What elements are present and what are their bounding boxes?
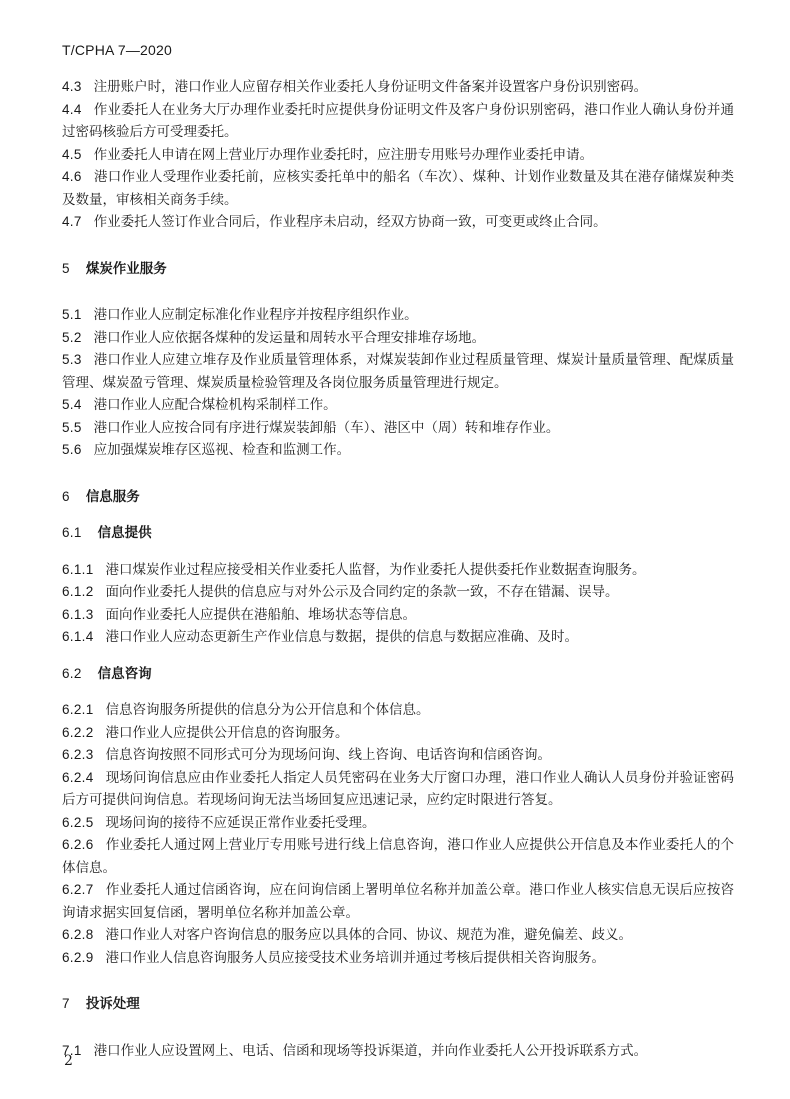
heading-text: 信息咨询 [97, 665, 152, 682]
clause-text: 信息咨询服务所提供的信息分为公开信息和个体信息。 [105, 702, 430, 718]
clause-number: 5.6 [62, 442, 82, 457]
clause-text: 港口作业人应配合煤检机构采制样工作。 [93, 397, 337, 413]
clause-5-4 [62, 394, 734, 417]
clause-text: 港口作业人应按合同有序进行煤炭装卸船（车）、港区中（周）转和堆存作业。 [93, 419, 560, 436]
clause-4-4 [62, 99, 734, 144]
clause-number: 6.2.7 [62, 882, 94, 897]
clause-number: 4.3 [62, 79, 82, 94]
heading-text: 信息服务 [85, 488, 140, 505]
section-spacer [62, 649, 734, 663]
clause-text: 港口作业人应制定标准化作业程序并按程序组织作业。 [93, 307, 418, 323]
clause-6-2-3 [62, 744, 734, 767]
clause-text: 现场问询的接待不应延误正常作业委托受理。 [105, 814, 376, 831]
clause-text: 注册账户时，港口作业人应留存相关作业委托人身份证明文件备案并设置客户身份识别密码。 [93, 79, 648, 95]
clause-5-1 [62, 304, 734, 327]
clause-text: 面向作业委托人提供的信息应与对外公示及合同约定的条款一致，不存在错漏、误导。 [105, 584, 619, 600]
section-heading-6-2 [62, 663, 734, 686]
clause-number: 4.7 [62, 214, 82, 229]
heading-text: 煤炭作业服务 [85, 260, 167, 277]
page-number: 2 [64, 1053, 73, 1069]
clause-6-1-1 [62, 559, 734, 582]
clause-text: 港口作业人对客户咨询信息的服务应以具体的合同、协议、规范为准，避免偏差、歧义。 [105, 927, 633, 943]
clause-text: 应加强煤炭堆存区巡视、检查和监测工作。 [93, 442, 351, 458]
section-heading-5 [62, 258, 734, 281]
clause-6-1-4 [62, 626, 734, 649]
section-heading-6 [62, 486, 734, 509]
clause-6-1-3 [62, 604, 734, 627]
section-spacer [62, 234, 734, 258]
clause-number: 4.5 [62, 146, 82, 162]
clause-6-2-1 [62, 699, 734, 722]
clause-4-5 [62, 144, 734, 167]
clause-text: 作业委托人通过网上营业厅专用账号进行线上信息咨询，港口作业人应提供公开信息及本作业委托人的个体信息。 [62, 837, 734, 876]
clause-number: 6.2.2 [62, 724, 94, 740]
clause-text: 港口作业人应动态更新生产作业信息与数据，提供的信息与数据应准确、及时。 [105, 629, 579, 645]
clause-6-2-5 [62, 812, 734, 835]
clause-6-1-2 [62, 581, 734, 604]
heading-number: 6.2 [62, 665, 82, 681]
clause-text: 港口作业人应建立堆存及作业质量管理体系，对煤炭装卸作业过程质量管理、煤炭计量质量管理、配煤质量管理、煤炭盈亏管理、煤炭质量检验管理及各岗位服务质量管理进行规定。 [62, 352, 734, 391]
clause-number: 7.1 [62, 1042, 82, 1058]
clause-text: 现场问询信息应由作业委托人指定人员凭密码在业务大厅窗口办理，港口作业人确认人员身份并验证密码后方可提供问询信息。若现场问询无法当场回复应迅速记录，应约定时限进行答复。 [62, 769, 734, 808]
section-spacer [62, 508, 734, 522]
clause-4-7 [62, 211, 734, 234]
clause-5-2 [62, 327, 734, 350]
section-heading-7 [62, 993, 734, 1016]
clause-number: 6.1.4 [62, 629, 94, 644]
clause-number: 6.1.3 [62, 606, 94, 622]
clause-6-2-4 [62, 767, 734, 812]
clause-number: 6.1.2 [62, 584, 94, 599]
clause-number: 6.2.1 [62, 702, 94, 717]
clause-number: 6.2.5 [62, 814, 94, 830]
clause-4-6 [62, 166, 734, 211]
clause-6-2-9 [62, 947, 734, 970]
clause-6-2-8 [62, 924, 734, 947]
clause-number: 5.5 [62, 419, 82, 435]
section-heading-6-1 [62, 522, 734, 545]
section-spacer [62, 1016, 734, 1040]
section-spacer [62, 280, 734, 304]
section-spacer [62, 545, 734, 559]
clause-text: 作业委托人在业务大厅办理作业委托时应提供身份证明文件及客户身份识别密码，港口作业人确认身份并通过密码核验后方可受理委托。 [62, 101, 734, 140]
clause-text: 港口作业人受理作业委托前，应核实委托单中的船名（车次）、煤种、计划作业数量及其在港存储煤炭种类及数量，审核相关商务手续。 [62, 169, 734, 208]
section-spacer [62, 969, 734, 993]
clause-text: 作业委托人通过信函咨询，应在问询信函上署明单位名称并加盖公章。港口作业人核实信息无误后应按咨询请求据实回复信函，署明单位名称并加盖公章。 [62, 882, 734, 921]
clause-7-1 [62, 1040, 734, 1063]
clause-5-6 [62, 439, 734, 462]
section-spacer [62, 685, 734, 699]
clause-number: 6.2.9 [62, 949, 94, 965]
clause-number: 5.4 [62, 397, 82, 412]
clause-number: 6.2.4 [62, 769, 94, 785]
clause-6-2-2 [62, 722, 734, 745]
clause-number: 5.1 [62, 307, 82, 322]
clause-5-5 [62, 417, 734, 440]
clause-number: 5.3 [62, 352, 82, 367]
heading-number: 6.1 [62, 525, 82, 540]
clause-text: 港口作业人信息咨询服务人员应接受技术业务培训并通过考核后提供相关咨询服务。 [105, 949, 606, 966]
heading-text: 投诉处理 [85, 996, 140, 1012]
clause-text: 港口作业人应提供公开信息的咨询服务。 [105, 724, 349, 741]
clause-number: 4.6 [62, 169, 82, 184]
clause-6-2-7 [62, 879, 734, 924]
clause-text: 信息咨询按照不同形式可分为现场问询、线上咨询、电话咨询和信函咨询。 [105, 747, 552, 763]
heading-number: 5 [62, 260, 70, 276]
clause-4-3 [62, 76, 734, 99]
clause-text: 港口作业人应设置网上、电话、信函和现场等投诉渠道，并向作业委托人公开投诉联系方式。 [93, 1042, 648, 1059]
heading-text: 信息提供 [97, 525, 152, 541]
clause-text: 港口作业人应依据各煤种的发运量和周转水平合理安排堆存场地。 [93, 329, 486, 346]
clause-number: 5.2 [62, 329, 82, 345]
clause-text: 港口煤炭作业过程应接受相关作业委托人监督，为作业委托人提供委托作业数据查询服务。 [105, 561, 646, 578]
document-code: T/CPHA 7—2020 [62, 42, 172, 58]
clause-6-2-6 [62, 834, 734, 879]
clause-number: 6.2.6 [62, 837, 94, 852]
section-spacer [62, 462, 734, 486]
clause-text: 面向作业委托人应提供在港船舶、堆场状态等信息。 [105, 606, 417, 623]
clause-text: 作业委托人签订作业合同后，作业程序未启动，经双方协商一致，可变更或终止合同。 [93, 214, 607, 230]
document-body [62, 76, 734, 1062]
heading-number: 7 [62, 996, 70, 1011]
clause-number: 4.4 [62, 101, 82, 117]
clause-text: 作业委托人申请在网上营业厅办理作业委托时，应注册专用账号办理作业委托申请。 [93, 146, 594, 163]
clause-number: 6.2.8 [62, 927, 94, 942]
clause-5-3 [62, 349, 734, 394]
heading-number: 6 [62, 488, 70, 504]
clause-number: 6.1.1 [62, 561, 94, 577]
clause-number: 6.2.3 [62, 747, 94, 762]
